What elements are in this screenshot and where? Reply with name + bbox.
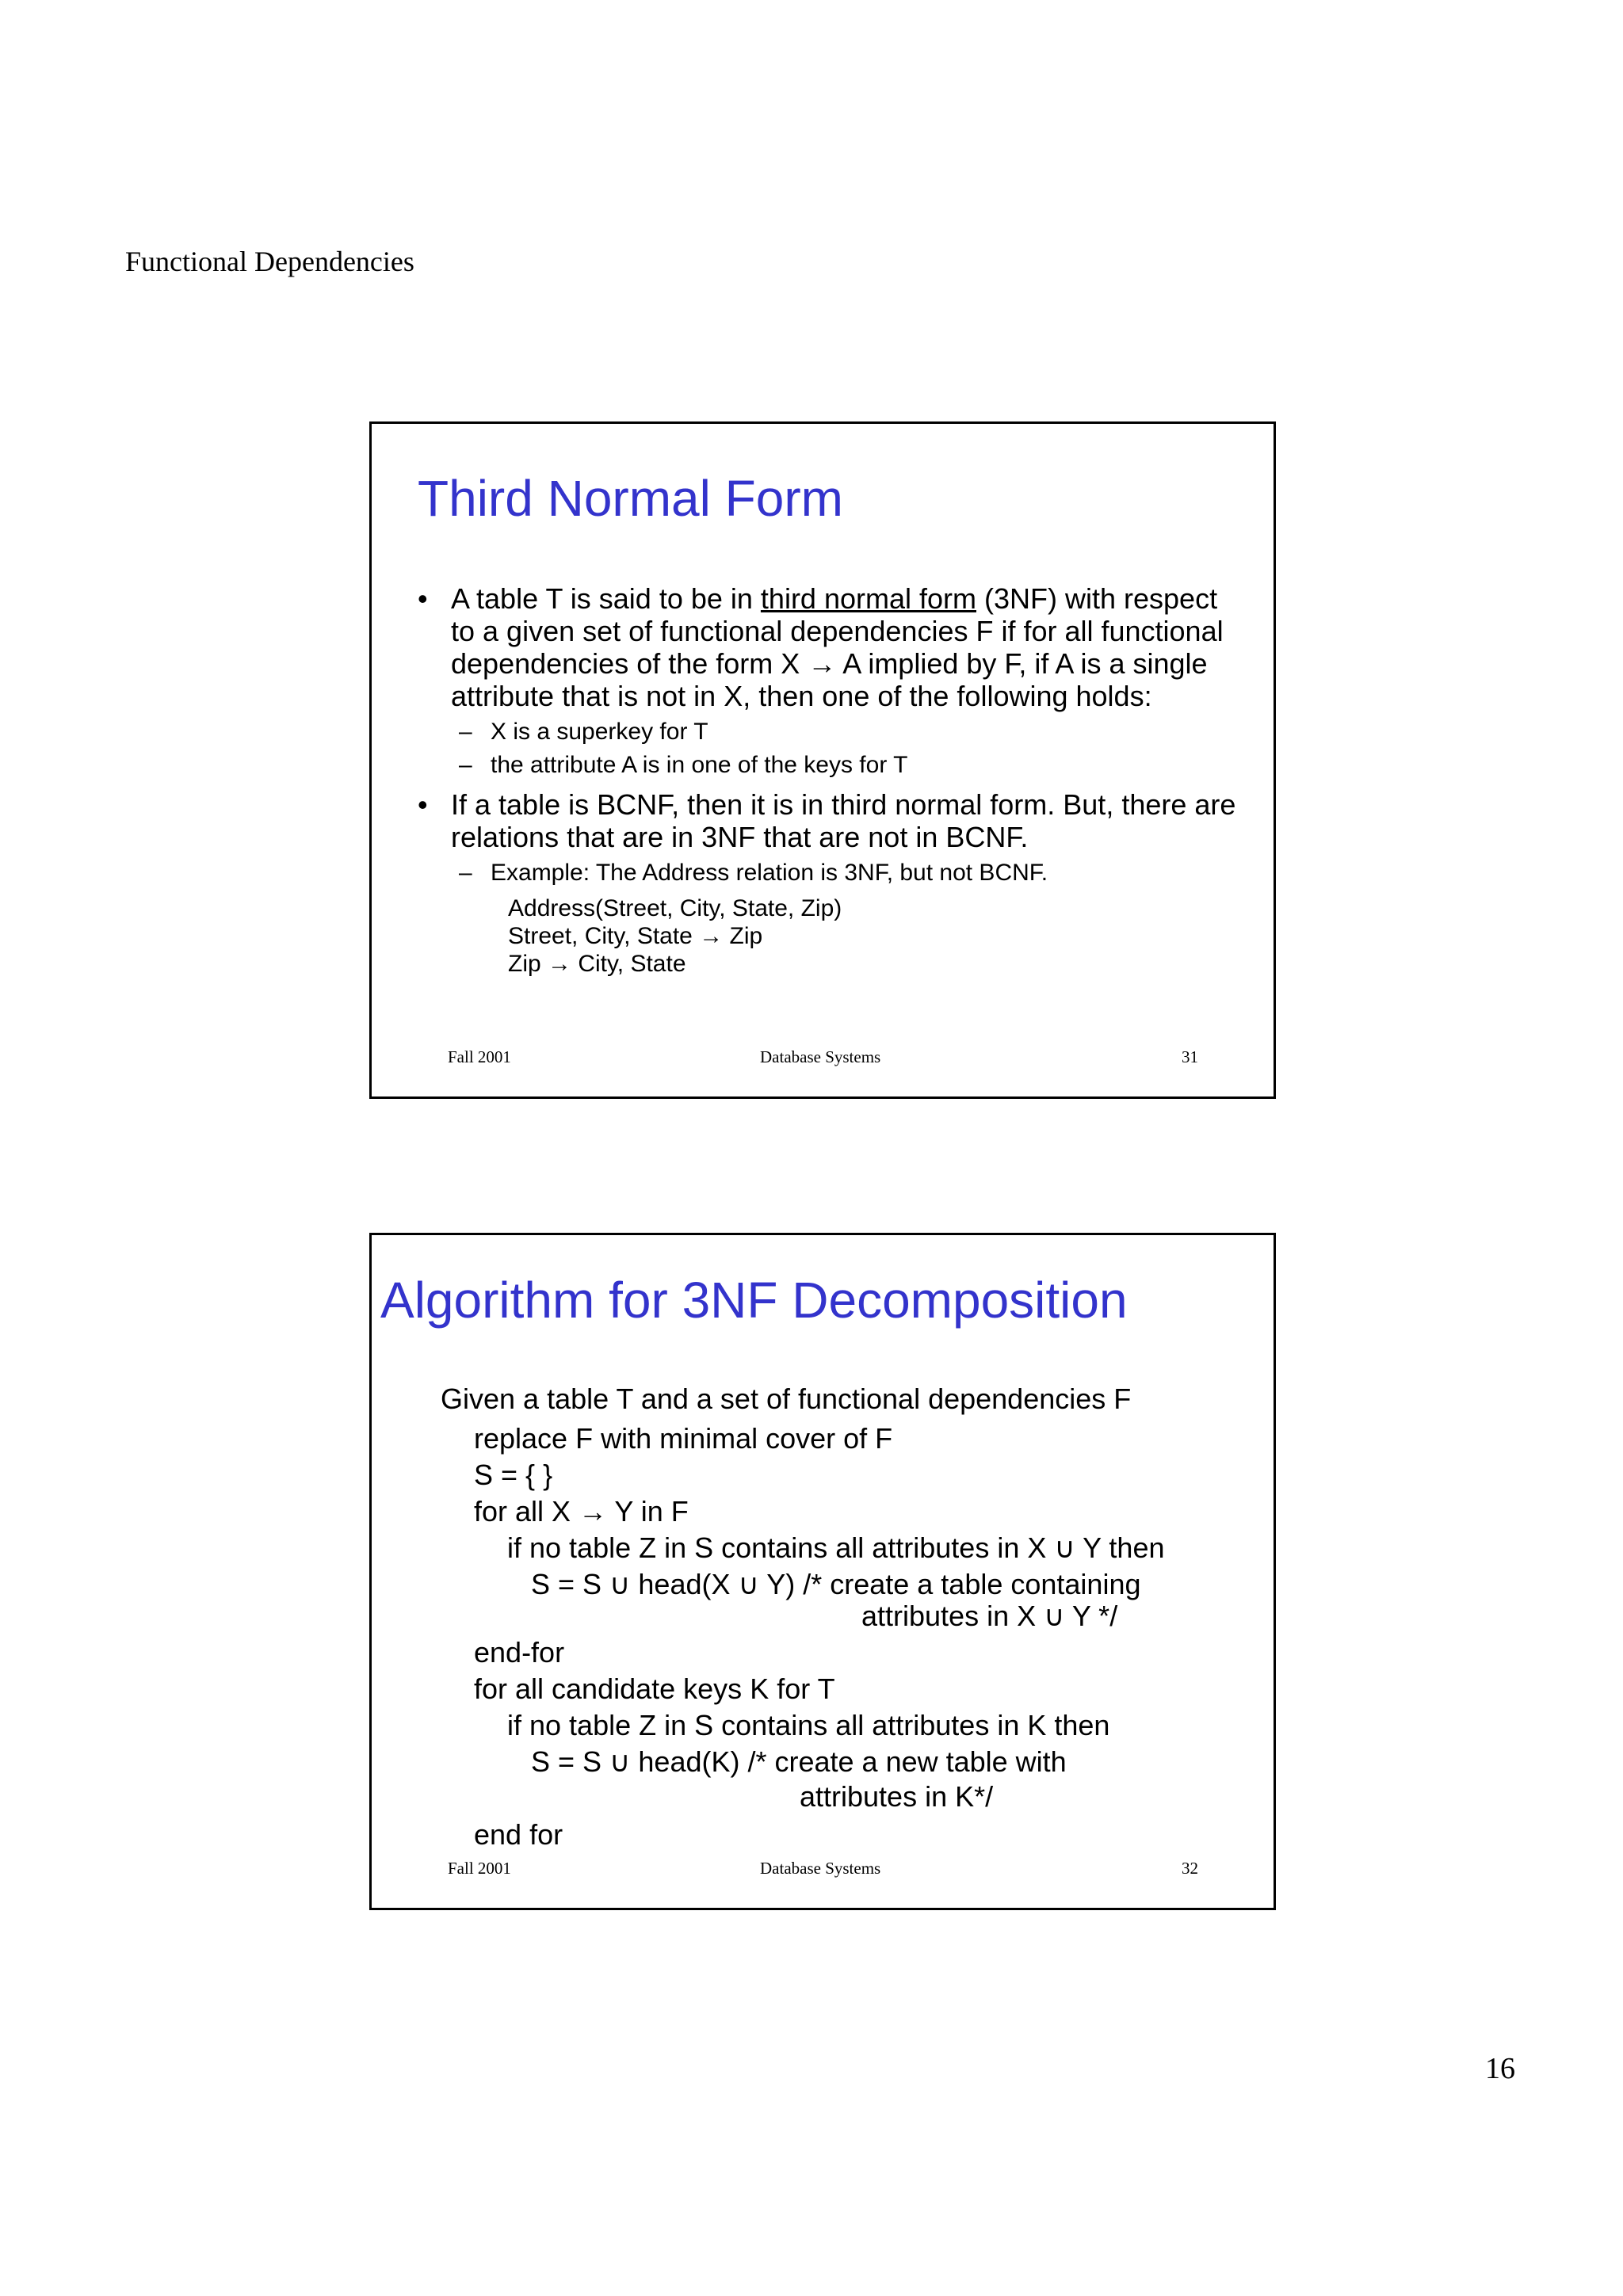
algorithm-line: replace F with minimal cover of F [474,1422,893,1455]
example-line: Zip → City, State [508,951,686,977]
slide-3nf-algorithm [369,1233,1276,1910]
algorithm-line: attributes in X ∪ Y */ [861,1600,1118,1632]
example-line: Street, City, State → Zip [508,923,763,949]
bullet-icon: • [418,788,428,821]
dash-icon: – [459,752,472,778]
slide-footer-course: Database Systems [760,1047,881,1066]
sub-bullet-list [451,715,1242,782]
algorithm-line: for all candidate keys K for T [474,1672,835,1705]
slide-footer-number: 31 [1182,1047,1198,1066]
dash-icon: – [459,860,472,886]
algorithm-line: for all X → Y in F [474,1495,689,1527]
bullet-icon: • [418,582,428,615]
slide-footer-course: Database Systems [760,1859,881,1878]
algorithm-line: attributes in K*/ [800,1780,994,1813]
example-line: Address(Street, City, State, Zip) [508,895,842,921]
bullet-text: If a table is BCNF, then it is in third normal form. But, there are relations that are in 3NF that are not in BCNF. [451,788,1236,853]
sub-bullet-item [451,749,1242,782]
sub-bullet-list [451,856,1242,890]
example-lines [508,894,1242,978]
sub-bullet-item [451,856,1242,890]
algorithm-line: if no table Z in S contains all attributes in K then [507,1709,1110,1741]
sub-bullet-item [451,715,1242,749]
algorithm-line: end-for [474,1636,565,1669]
slide-title: Third Normal Form [418,470,843,527]
algorithm-line: Given a table T and a set of functional dependencies F [441,1383,1132,1415]
slide-footer-number: 32 [1182,1859,1198,1878]
sub-bullet-text: Example: The Address relation is 3NF, but not BCNF. [491,860,1048,886]
sub-bullet-text: the attribute A is in one of the keys for T [491,752,908,778]
dash-icon: – [459,719,472,745]
algorithm-line: end for [474,1818,563,1851]
bullet-item [418,582,1242,782]
algorithm-line: S = { } [474,1459,553,1491]
slide-third-normal-form [369,421,1276,1099]
bullet-list [418,582,1242,984]
page-number: 16 [1485,2052,1515,2085]
underlined-term: third normal form [760,582,976,615]
slide-footer-date: Fall 2001 [448,1047,511,1066]
algorithm-line: if no table Z in S contains all attributes in X ∪ Y then [507,1531,1165,1564]
algorithm-line: S = S ∪ head(K) /* create a new table with [531,1745,1067,1778]
slide-footer-date: Fall 2001 [448,1859,511,1878]
sub-bullet-text: X is a superkey for T [491,719,708,745]
bullet-item [418,788,1242,978]
slide-title: Algorithm for 3NF Decomposition [380,1272,1128,1329]
bullet-text-prefix: A table T is said to be in [451,582,761,615]
page-header: Functional Dependencies [125,246,414,277]
bullet-text-suffix: (3NF) with respect to a given set of functional dependencies F if for all functional dependencies of the form X → A implied by F, if A is a single attribute that is not in X, then one of the following holds: [451,582,1224,712]
algorithm-line: S = S ∪ head(X ∪ Y) /* create a table containing [531,1568,1141,1600]
